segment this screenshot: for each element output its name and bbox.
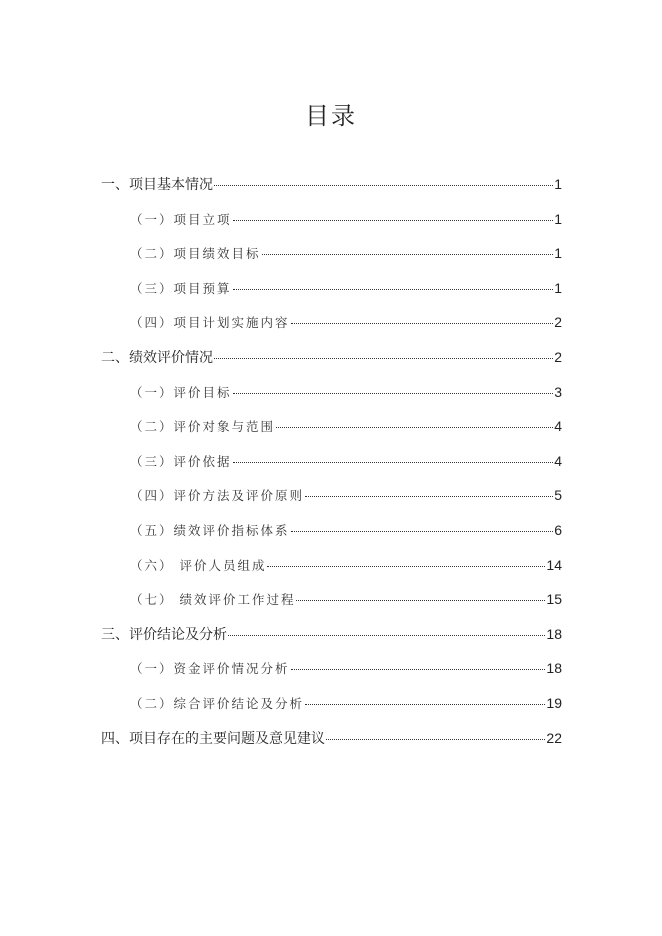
toc-entry-label: （七） 绩效评价工作过程 xyxy=(130,592,296,608)
dot-leader xyxy=(276,427,553,428)
dot-leader xyxy=(233,289,554,290)
dot-leader xyxy=(262,254,554,255)
toc-entry[interactable] xyxy=(101,236,562,271)
toc-entry-label: 四、项目存在的主要问题及意见建议 xyxy=(101,730,325,747)
table-of-contents xyxy=(101,167,562,755)
toc-entry[interactable] xyxy=(101,686,562,721)
toc-entry-label: （六） 评价人员组成 xyxy=(130,557,267,573)
page-title: 目录 xyxy=(305,102,357,130)
dot-leader xyxy=(305,496,553,497)
dot-leader xyxy=(214,185,553,186)
toc-entry-page: 1 xyxy=(554,176,562,192)
toc-entry[interactable] xyxy=(101,651,562,686)
toc-entry[interactable] xyxy=(101,340,562,375)
dot-leader xyxy=(296,600,545,601)
dot-leader xyxy=(291,323,554,324)
toc-entry[interactable] xyxy=(101,271,562,306)
toc-entry[interactable] xyxy=(101,548,562,583)
toc-entry-page: 18 xyxy=(546,660,562,677)
dot-leader xyxy=(267,566,545,567)
toc-entry-page: 14 xyxy=(546,556,562,573)
dot-leader xyxy=(233,220,554,221)
toc-entry-page: 1 xyxy=(554,210,562,227)
toc-entry[interactable] xyxy=(101,409,562,444)
toc-entry[interactable] xyxy=(101,617,562,652)
dot-leader xyxy=(228,635,545,636)
toc-entry-label: （一）资金评价情况分析 xyxy=(130,661,290,677)
toc-entry-label: 三、评价结论及分析 xyxy=(101,626,227,643)
toc-entry-page: 1 xyxy=(554,245,562,262)
toc-entry-page: 3 xyxy=(554,383,562,400)
toc-entry-page: 2 xyxy=(554,314,562,331)
toc-entry[interactable] xyxy=(101,167,562,202)
toc-entry[interactable] xyxy=(101,478,562,513)
toc-entry-page: 1 xyxy=(554,279,562,296)
toc-entry[interactable] xyxy=(101,721,562,756)
dot-leader xyxy=(214,358,553,359)
toc-entry-page: 18 xyxy=(546,625,562,642)
dot-leader xyxy=(291,531,554,532)
toc-entry-page: 15 xyxy=(546,591,562,608)
toc-entry-label: 一、项目基本情况 xyxy=(101,177,213,193)
toc-entry-label: （三）评价依据 xyxy=(130,453,232,469)
toc-entry-page: 19 xyxy=(546,694,562,711)
toc-entry[interactable] xyxy=(101,444,562,479)
dot-leader xyxy=(291,669,546,670)
toc-entry-label: （二）评价对象与范围 xyxy=(130,419,276,435)
toc-entry-label: （二）项目绩效目标 xyxy=(130,246,261,262)
toc-entry-label: （一）项目立项 xyxy=(130,211,232,227)
dot-leader xyxy=(305,704,545,705)
dot-leader xyxy=(326,739,545,740)
toc-entry-label: （一）评价目标 xyxy=(130,384,232,400)
toc-entry-label: （四）项目计划实施内容 xyxy=(130,315,290,331)
toc-entry-label: （五）绩效评价指标体系 xyxy=(130,522,290,538)
toc-entry-page: 6 xyxy=(554,521,562,538)
toc-entry[interactable] xyxy=(101,202,562,237)
toc-entry-page: 5 xyxy=(554,487,562,504)
toc-entry-label: （三）项目预算 xyxy=(130,280,232,296)
toc-entry[interactable] xyxy=(101,305,562,340)
toc-entry-label: （二）综合评价结论及分析 xyxy=(130,695,305,711)
toc-entry-page: 4 xyxy=(554,452,562,469)
dot-leader xyxy=(233,393,554,394)
toc-entry-page: 22 xyxy=(546,729,562,746)
toc-entry-label: 二、绩效评价情况 xyxy=(101,349,213,366)
toc-entry-label: （四）评价方法及评价原则 xyxy=(130,488,305,504)
toc-entry-page: 4 xyxy=(554,418,562,435)
toc-entry[interactable] xyxy=(101,513,562,548)
dot-leader xyxy=(233,462,554,463)
toc-entry-page: 2 xyxy=(554,348,562,365)
toc-entry[interactable] xyxy=(101,582,562,617)
toc-entry[interactable] xyxy=(101,375,562,410)
